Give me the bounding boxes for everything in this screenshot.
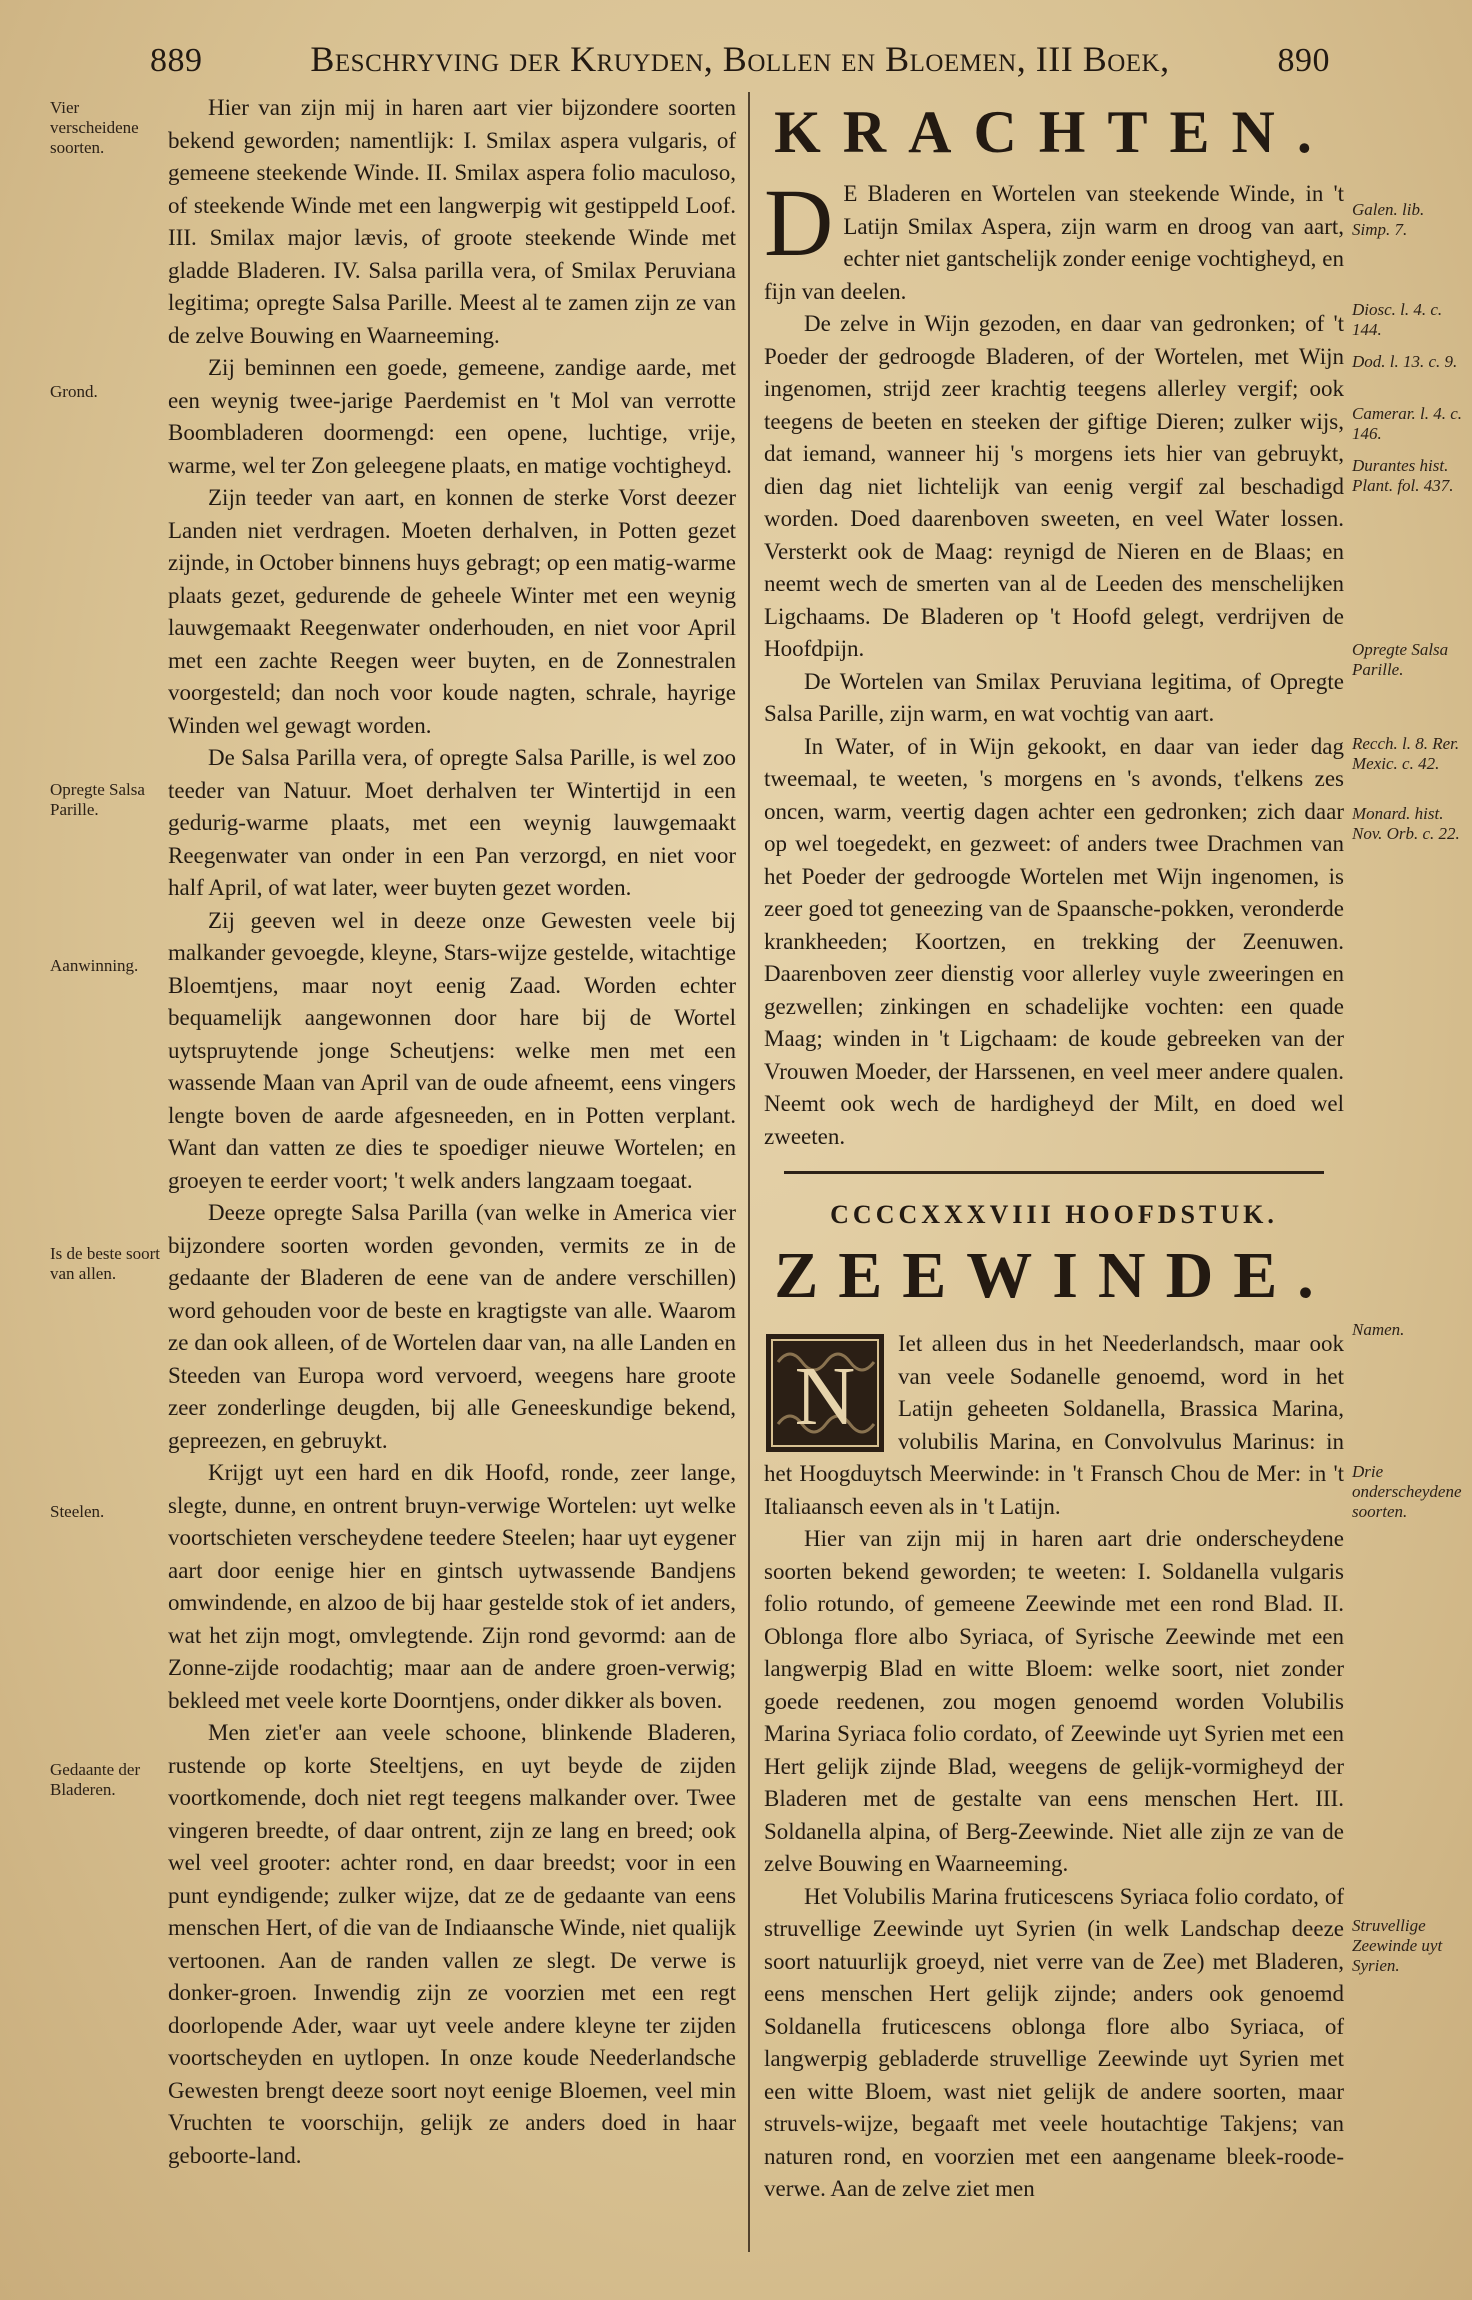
margin-note-right: Durantes hist. Plant. fol. 437. bbox=[1352, 456, 1454, 495]
margin-note-right: Monard. hist. Nov. Orb. c. 22. bbox=[1352, 804, 1460, 843]
page-number-left: 889 bbox=[150, 42, 203, 79]
running-title: Beschryving der Kruyden, Bollen en Bloemen, III Boek, bbox=[310, 39, 1170, 79]
margin-note-right: Camerar. l. 4. c. 146. bbox=[1352, 404, 1463, 443]
chapter-label: CCCCXXXVIII HOOFDSTUK. bbox=[830, 1200, 1278, 1229]
paragraph: Hier van zijn mij in haren aart drie onderscheydene soorten bekend geworden; te weeten: I. Soldanella vulgaris folio rotundo, of gemeene Zeewinde met een rond Blad. II. Oblonga flore albo Syriaca, of Syrische Zeewinde met een langwerpig Blad en witte Bloem: welke soort, niet zonder goede reedenen, zou mogen genoemd worden Volubilis Marina Syriaca folio cordato, of Zeewinde uyt Syrien met een Hert gelijk zijnde Blad, weegens de gelijk-vormigheyd der Bladeren met de gestalte van eens menschen Hert. III. Soldanella alpina, of Berg-Zeewinde. Niet alle zijn ze van de zelve Bouwing en Waarneeming. bbox=[764, 1526, 1344, 1876]
running-head bbox=[150, 38, 1330, 88]
paragraph: De zelve in Wijn gezoden, en daar van gedronken; of 't Poeder der gedroogde Bladeren, of der Wortelen, met Wijn ingenomen, strijd zeer krachtig teegens allerley vergif; ook teegens de beeten en steeken der giftige Dieren; zulker wijs, dat iemand, wanneer hij 's morgens iets hier van gebruykt, dien dag niet lichtelijk van eenig vergif zal beschadigd worden. Doed daarenboven sweeten, en veel Water lossen. Versterkt ook de Maag: reynigd de Nieren en de Blaas; en neemt wech de smerten van al de Leeden des menschelijken Ligchaams. De Bladeren op 't Hoofd gelegt, verdrijven de Hoofdpijn. bbox=[764, 311, 1344, 661]
paragraph: Het Volubilis Marina fruticescens Syriaca folio cordato, of struvellige Zeewinde uyt Syrien (in welk Landschap deeze soort natuurlijk groeyd, niet verre van de Zee) met Bladeren, eens menschen Hert gelijk zijnde; anders ook genoemd Soldanella fruticescens oblonga flore albo Syriaca, of langwerpig gebladerde struvellige Zeewinde uyt Syrien met een witte Bloem, wast niet gelijk de andere soorten, maar struvels-wijze, begaaft met veele houtachtige Takjens; van naturen rond, en voorzien met een aangename bleek-roode-verwe. Aan de zelve ziet men bbox=[764, 1883, 1344, 2201]
drop-capital: D bbox=[764, 169, 834, 276]
paragraph-text: E Bladeren en Wortelen van steekende Winde, in 't Latijn Smilax Aspera, zijn warm en droog van aart, echter niet gantschelijk zonder eenige vochtigheyd, en fijn van deelen. bbox=[764, 181, 1344, 304]
margin-note-left: Steelen. bbox=[50, 1502, 105, 1521]
right-column bbox=[764, 92, 1344, 2206]
initial-letter: N bbox=[794, 1350, 856, 1443]
margin-note-left: Is de beste soort van allen. bbox=[50, 1244, 161, 1283]
section-rule bbox=[784, 1171, 1324, 1174]
left-column bbox=[168, 92, 736, 2172]
paragraph bbox=[764, 1328, 1344, 1523]
margin-note-right: Drie onderscheydene soorten. bbox=[1352, 1462, 1462, 1521]
margin-note-left: Gedaante der Bladeren. bbox=[50, 1760, 141, 1799]
paragraph: Zijn teeder van aart, en konnen de sterke Vorst deezer Landen niet verdragen. Moeten derhalven, in Potten gezet zijnde, in October binnens huys gebragt; op een matig-warme plaats gezet, gedurende de geheele Winter met een weynig lauwgemaakt Reegenwater onderhouden, en niet voor April met een zachte Reegen weer buyten, en de Zonnestralen voorgesteld; dan noch voor koude nagten, schrale, hayrige Winden wel gewagt worden. bbox=[168, 485, 736, 738]
ornate-initial-icon bbox=[764, 1332, 886, 1454]
margin-note-left: Aanwinning. bbox=[50, 956, 139, 975]
paragraph: Zij beminnen een goede, gemeene, zandige aarde, met een weynig twee-jarige Paerdemist en 't Mol van verrotte Boombladeren doormengd: een opene, luchtige, vrije, warme, wel ter Zon geleegene plaats, en matige vochtigheyd. bbox=[168, 355, 736, 478]
chapter-title: ZEEWINDE. bbox=[774, 1239, 1334, 1312]
paragraph: Zij geeven wel in deeze onze Gewesten veele bij malkander gevoegde, kleyne, Stars-wijze gestelde, witachtige Bloemtjens, maar noyt eenig Zaad. Worden echter bequamelijk aangewonnen door hare bij de Wortel uytspruytende jonge Scheutjens: welke men met een wassende Maan van April van de oude afneemt, eens vingers lengte boven de aarde afgesneeden, en in Potten verplant. Want dan vatten ze dies te spoediger nieuwe Wortelen; en groeyen te eerder voort; 't welk anders langzaam toegaat. bbox=[168, 907, 736, 1193]
margin-note-right: Struvellige Zeewinde uyt Syrien. bbox=[1352, 1916, 1443, 1975]
section-heading: KRACHTEN. bbox=[774, 99, 1334, 165]
paragraph-text: Iet alleen dus in het Neederlandsch, maar ook van veele Sodanelle genoemd, word in het Latijn geheeten Soldanella, Brassica Marina, volubilis Marina, en Convolvulus Marinus: in het Hoogduytsch Meerwinde: in 't Fransch Chou de Mer: in 't Italiaansch eeven als in 't Latijn. bbox=[764, 1331, 1344, 1519]
page-number-right: 890 bbox=[1277, 42, 1330, 79]
paragraph: Deeze opregte Salsa Parilla (van welke in America vier bijzondere soorten worden gevonden, vermits ze in de gedaante der Bladeren de eene van de andere verschillen) word gehouden voor de beste en kragtigste van alle. Waarom ze dan ook alleen, of de Wortelen daar van, na alle Landen en Steeden van Europa word vervoerd, weegens hare groote zeer zonderlinge deugden, bij alle Geneeskundige bekend, gepreezen, en gebruykt. bbox=[168, 1200, 736, 1453]
margin-note-right: Galen. lib. Simp. 7. bbox=[1352, 200, 1425, 239]
column-divider bbox=[748, 92, 750, 2252]
margin-note-right: Namen. bbox=[1352, 1320, 1405, 1339]
margin-note-left: Opregte Salsa Parille. bbox=[50, 780, 145, 819]
margin-note-right: Opregte Salsa Parille. bbox=[1352, 640, 1449, 679]
margin-note-right: Dod. l. 13. c. 9. bbox=[1352, 352, 1458, 371]
paragraph: Men ziet'er aan veele schoone, blinkende Bladeren, rustende op korte Steeltjens, en uyt beyde de zijden voortkomende, doch niet regt teegens malkander over. Twee vingeren breedte, of daar ontrent, zijn ze lang en breed; ook wel veel grooter: achter rond, en daar breedst; voor in een punt eyndigende; zulker wijze, dat ze de gedaante van eens menschen Hert, of die van de Indiaansche Winde, niet qualijk vertoonen. Aan de randen vallen ze slegt. De verwe is donker-groen. Inwendig zijn ze voorzien met een regt doorlopende Ader, waar uyt veele andere kleyne ter zijden voortscheyden en uytlopen. In onze koude Neederlandsche Gewesten brengt deeze soort noyt eenige Bloemen, veel min Vruchten te voorschijn, gelijk ze anders doed in haar geboorte-land. bbox=[168, 1720, 736, 2168]
paragraph: Krijgt uyt een hard en dik Hoofd, ronde, zeer lange, slegte, dunne, en ontrent bruyn-verwige Wortelen: uyt welke voortschieten verscheydene teedere Steelen; haar uyt eygener aart door eenige hier en gintsch uytwassende Bandjens omwindende, en alzoo de bij haar gestelde stok of iet anders, wat het zijn mogt, omvlegtende. Zijn rond gevormd: aan de Zonne-zijde roodachtig; maar aan de andere groen-verwig; bekleed met veele korte Doorntjens, onder dikker als boven. bbox=[168, 1460, 736, 1713]
margin-note-right: Diosc. l. 4. c. 144. bbox=[1352, 300, 1443, 339]
margin-note-left: Grond. bbox=[50, 382, 98, 401]
paragraph: De Wortelen van Smilax Peruviana legitima, of Opregte Salsa Parille, zijn warm, en wat vochtig van aart. bbox=[764, 668, 1344, 726]
paragraph: De Salsa Parilla vera, of opregte Salsa Parille, is wel zoo teeder van Natuur. Moet derhalven ter Wintertijd in een gedurig-warme plaats, met een weynig lauwgemaakt Reegenwater van onder in een Pan verzorgd, en niet voor half April, of wat later, weer buyten gezet worden. bbox=[168, 745, 736, 900]
margin-note-right: Recch. l. 8. Rer. Mexic. c. 42. bbox=[1352, 734, 1460, 773]
paragraph bbox=[764, 169, 1344, 308]
paragraph: In Water, of in Wijn gekookt, en daar van ieder dag tweemaal, te weeten, 's morgens en 's avonds, t'elkens zes oncen, warm, veertig dagen achter een gedronken; zich daar op wel toegedekt, en gezweet: of anders twee Drachmen van het Poeder der gedroogde Wortelen met Wijn ingenomen, is zeer goed tot geneezing van de Spaansche-pokken, veronderde krankheeden; Koortzen, en trekking der Zeenuwen. Daarenboven zeer dienstig voor allerley vuyle zweeringen en gezwellen; zinkingen en schadelijke vochten: een quade Maag; winden in 't Ligchaam: de koude gebreeken van der Vrouwen Moeder, der Harssenen, en veel meer andere qualen. Neemt ook wech de hardigheyd der Milt, en doed wel zweeten. bbox=[764, 733, 1344, 1149]
margin-note-left: Vier verscheidene soorten. bbox=[50, 98, 139, 157]
paragraph: Hier van zijn mij in haren aart vier bijzondere soorten bekend geworden; namentlijk: I. Smilax aspera vulgaris, of gemeene steekende Winde. II. Smilax aspera folio maculoso, of steekende Winde met een langwerpig wit gestippeld Loof. III. Smilax major lævis, of groote steekende Winde met gladde Bladeren. IV. Salsa parilla vera, of Smilax Peruviana legitima; opregte Salsa Parille. Meest al te zamen zijn ze van de zelve Bouwing en Waarneeming. bbox=[168, 95, 736, 348]
